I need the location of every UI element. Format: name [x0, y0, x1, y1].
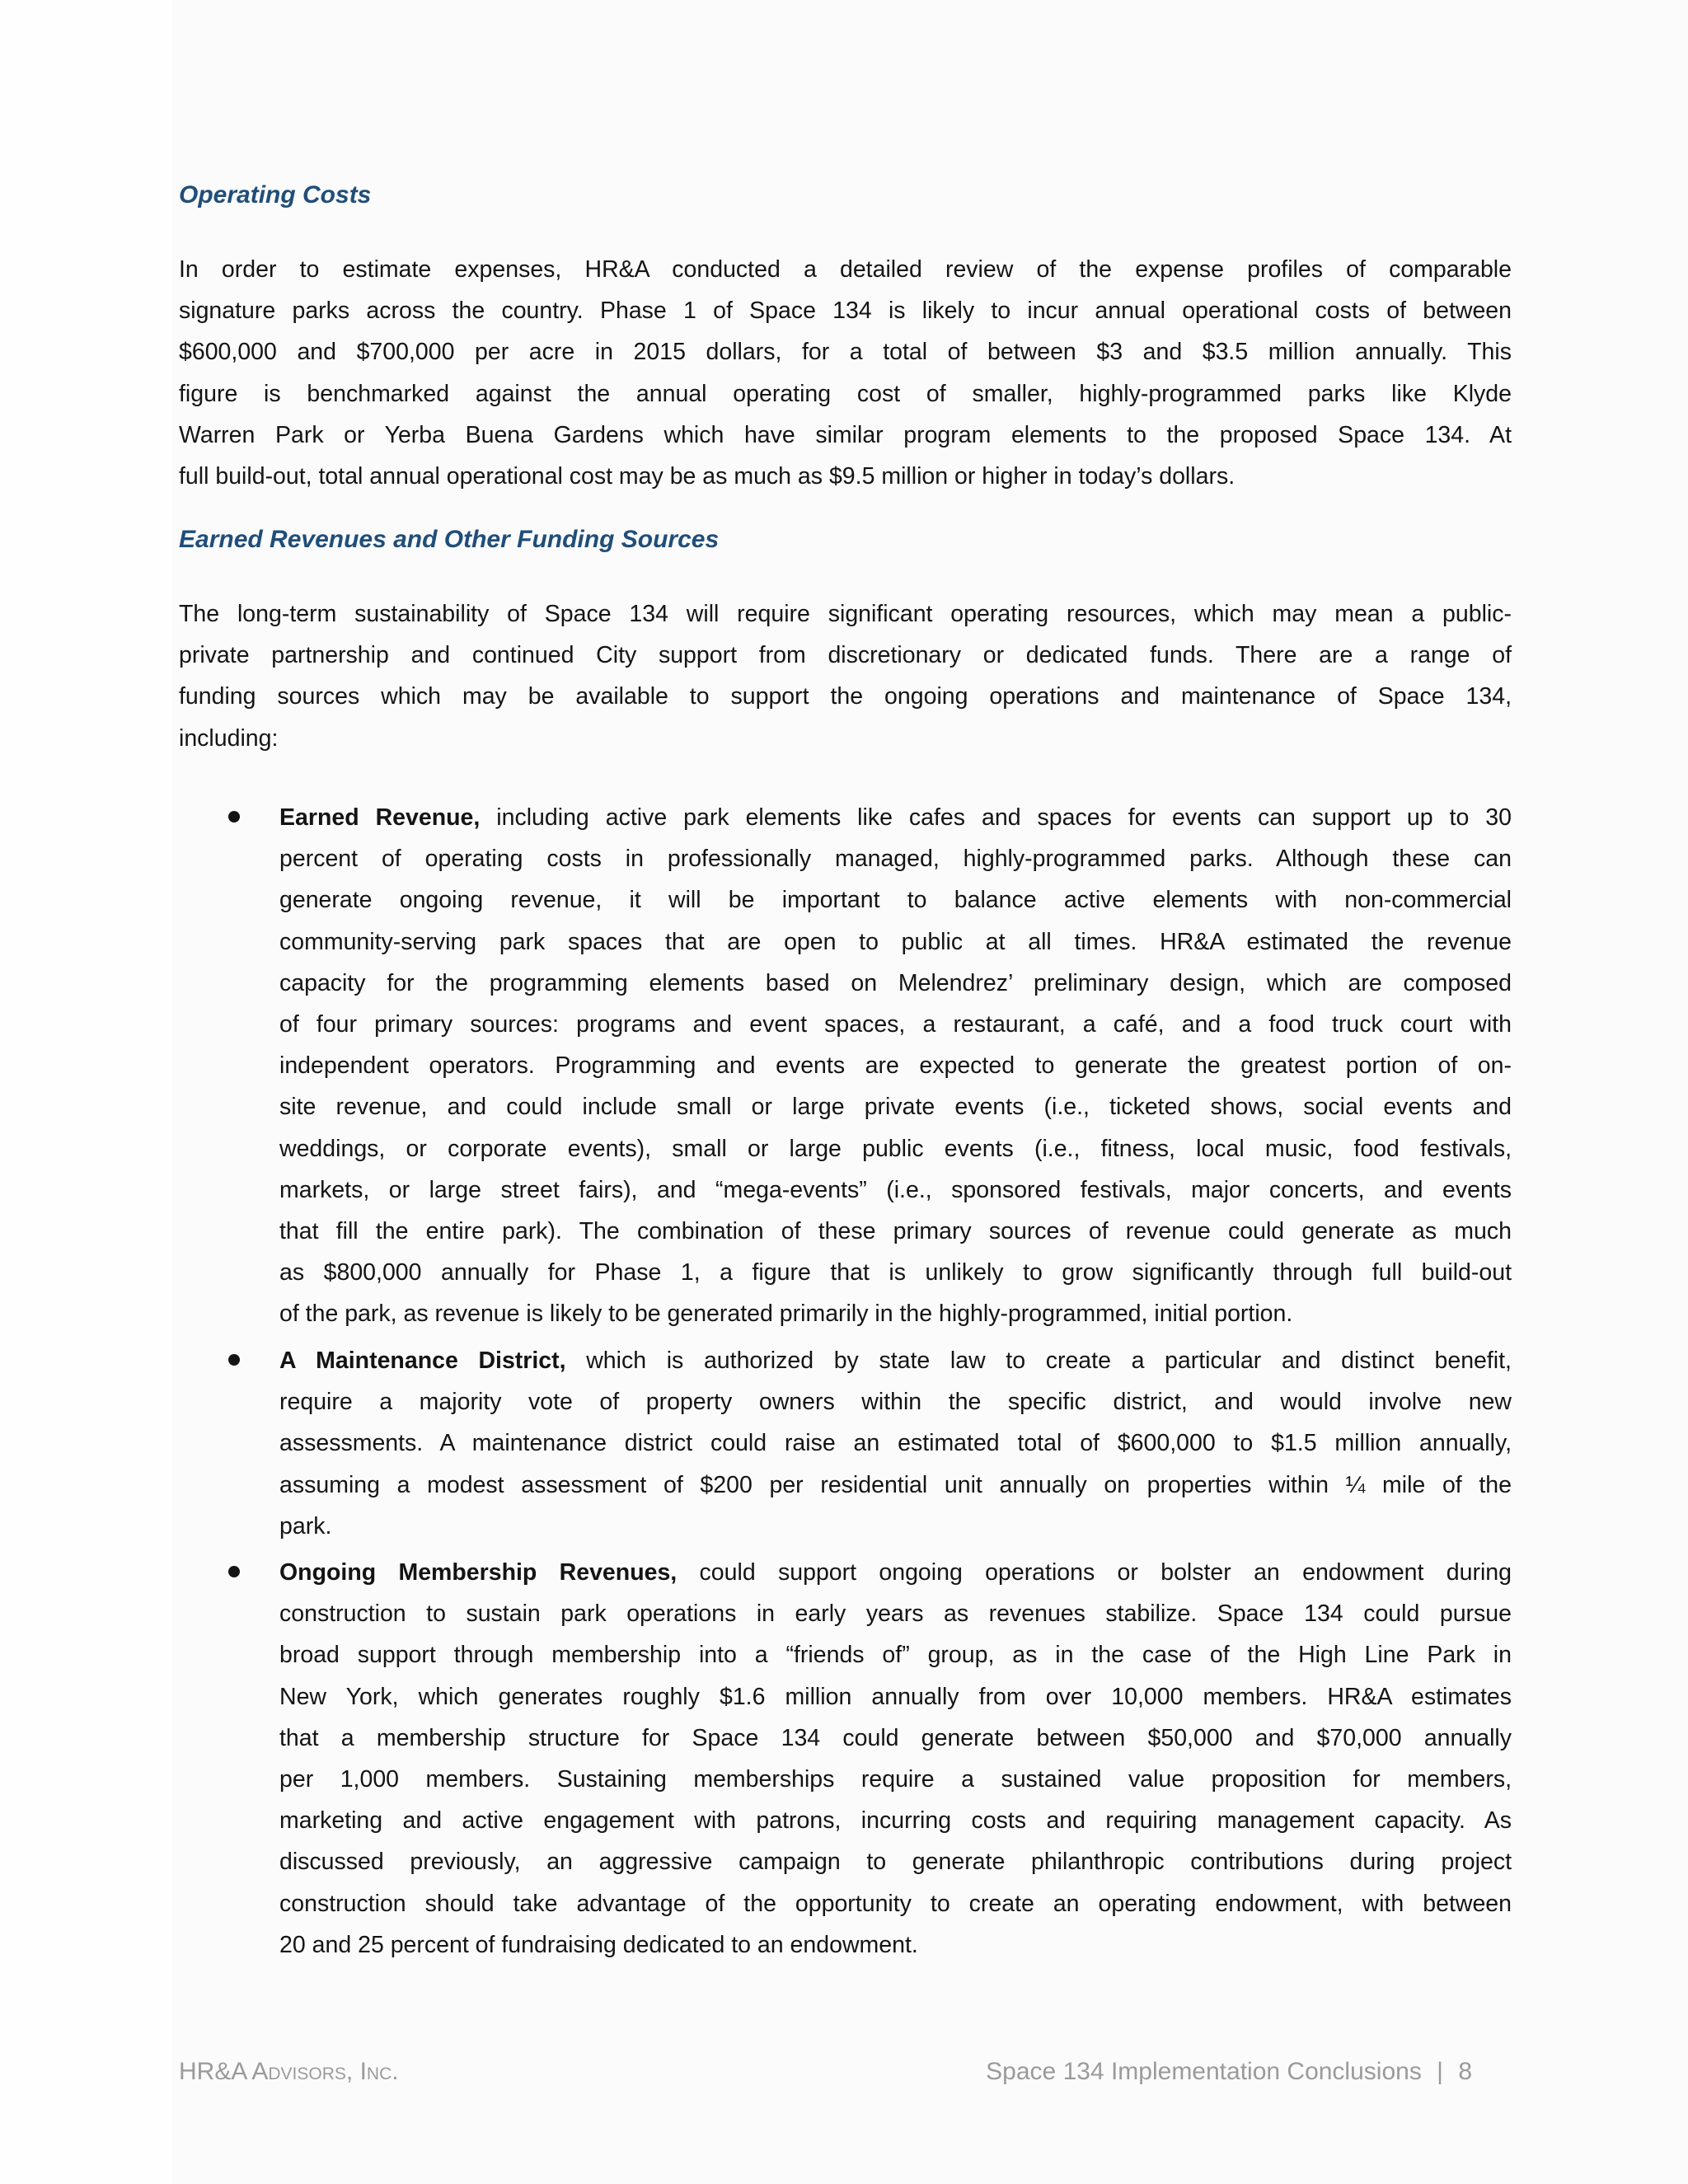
text-line: The long-term sustainability of Space 134 will require significant operating resources, which may mean a public-	[179, 601, 1512, 627]
text-line: capacity for the programming elements based on Melendrez’ preliminary design, which are composed	[279, 969, 1512, 996]
text-line: require a majority vote of property owners within the specific district, and would involve new	[279, 1389, 1512, 1416]
bullet-earned-revenue	[279, 797, 1512, 1334]
bullet-icon	[228, 1354, 240, 1366]
paragraph-operating-costs	[179, 249, 1512, 497]
page-number: 8	[1458, 2058, 1472, 2085]
text-line: marketing and active engagement with patrons, incurring costs and requiring management capacity. As	[279, 1807, 1512, 1835]
text-line: funding sources which may be available to support the ongoing operations and maintenance of Space 134,	[179, 683, 1512, 710]
text-line: Warren Park or Yerba Buena Gardens which have similar program elements to the proposed Space 134. At	[179, 421, 1512, 448]
text-line: of the park, as revenue is likely to be generated primarily in the highly-programmed, initial portion.	[279, 1301, 1293, 1328]
text-line: private partnership and continued City support from discretionary or dedicated funds. There are a range of	[179, 642, 1512, 669]
text-line: discussed previously, an aggressive campaign to generate philanthropic contributions during project	[279, 1849, 1512, 1876]
text-line: generate ongoing revenue, it will be important to balance active elements with non-commercial	[279, 887, 1512, 914]
text-line: assessments. A maintenance district could raise an estimated total of $600,000 to $1.5 million annually,	[279, 1430, 1512, 1457]
text-line: $600,000 and $700,000 per acre in 2015 dollars, for a total of between $3 and $3.5 million annually. This	[179, 339, 1512, 366]
footer-document-title	[986, 2055, 1472, 2088]
text-line: figure is benchmarked against the annual operating cost of smaller, highly-programmed parks like Klyde	[179, 380, 1512, 407]
bullet-maintenance-district	[279, 1340, 1512, 1547]
text-line	[279, 1340, 1512, 1381]
text-line: full build-out, total annual operational cost may be as much as $9.5 million or higher in today’s dollars.	[179, 462, 1236, 490]
text-line: of four primary sources: programs and event spaces, a restaurant, a café, and a food truck court with	[279, 1010, 1512, 1038]
text-line: construction to sustain park operations in early years as revenues stabilize. Space 134 could pursue	[279, 1601, 1512, 1628]
bullet-icon	[228, 1566, 240, 1577]
text-line: weddings, or corporate events), small or large public events (i.e., fitness, local music, food festivals,	[279, 1135, 1512, 1162]
text-line: assuming a modest assessment of $200 per residential unit annually on properties within ¼ mile of the	[279, 1471, 1512, 1498]
text-line: In order to estimate expenses, HR&A conducted a detailed review of the expense profiles of comparable	[179, 256, 1512, 283]
text-line: that fill the entire park). The combination of these primary sources of revenue could generate as much	[279, 1217, 1512, 1244]
bullet-text: could support ongoing operations or bolster an endowment during	[677, 1559, 1512, 1586]
text-line: signature parks across the country. Phase 1 of Space 134 is likely to incur annual operational costs of between	[179, 298, 1512, 325]
text-line	[279, 1552, 1512, 1593]
text-line: independent operators. Programming and events are expected to generate the greatest portion of on-	[279, 1052, 1512, 1080]
footer-company: HR&A Advisors, Inc.	[179, 2058, 399, 2085]
text-line: site revenue, and could include small or large private events (i.e., ticketed shows, social events and	[279, 1094, 1512, 1121]
bullet-lead: Earned Revenue,	[279, 804, 481, 831]
text-line: as $800,000 annually for Phase 1, a figure that is unlikely to grow significantly through full build-out	[279, 1259, 1512, 1286]
footer-title: Space 134 Implementation Conclusions	[986, 2058, 1422, 2085]
text-line: percent of operating costs in professionally managed, highly-programmed parks. Although these can	[279, 846, 1512, 873]
bullet-icon	[228, 811, 240, 823]
text-line: per 1,000 members. Sustaining memberships require a sustained value proposition for members,	[279, 1765, 1512, 1793]
footer-separator: |	[1437, 2058, 1443, 2085]
text-line: broad support through membership into a “friends of” group, as in the case of the High Line Park in	[279, 1642, 1512, 1669]
bullet-lead: Ongoing Membership Revenues,	[279, 1559, 678, 1586]
text-line: park.	[279, 1512, 332, 1540]
text-line: markets, or large street fairs), and “mega-events” (i.e., sponsored festivals, major concerts, and events	[279, 1176, 1512, 1203]
bullet-text: which is authorized by state law to create a particular and distinct benefit,	[565, 1347, 1512, 1374]
heading-operating-costs: Operating Costs	[179, 181, 372, 209]
text-line: community-serving park spaces that are open to public at all times. HR&A estimated the revenue	[279, 928, 1512, 955]
heading-earned-revenues: Earned Revenues and Other Funding Sources	[179, 526, 720, 553]
bullet-text: including active park elements like cafes and spaces for events can support up to 30	[480, 804, 1512, 831]
text-line: that a membership structure for Space 134 could generate between $50,000 and $70,000 annually	[279, 1724, 1512, 1751]
paragraph-funding-intro	[179, 593, 1512, 759]
text-line: 20 and 25 percent of fundraising dedicated to an endowment.	[279, 1931, 918, 1958]
text-line: including:	[179, 724, 279, 752]
bullet-lead: A Maintenance District,	[279, 1347, 566, 1374]
text-line	[279, 797, 1512, 838]
text-line: New York, which generates roughly $1.6 million annually from over 10,000 members. HR&A estimates	[279, 1683, 1512, 1710]
text-line: construction should take advantage of the opportunity to create an operating endowment, with between	[279, 1890, 1512, 1917]
bullet-membership-revenues	[279, 1552, 1512, 1966]
